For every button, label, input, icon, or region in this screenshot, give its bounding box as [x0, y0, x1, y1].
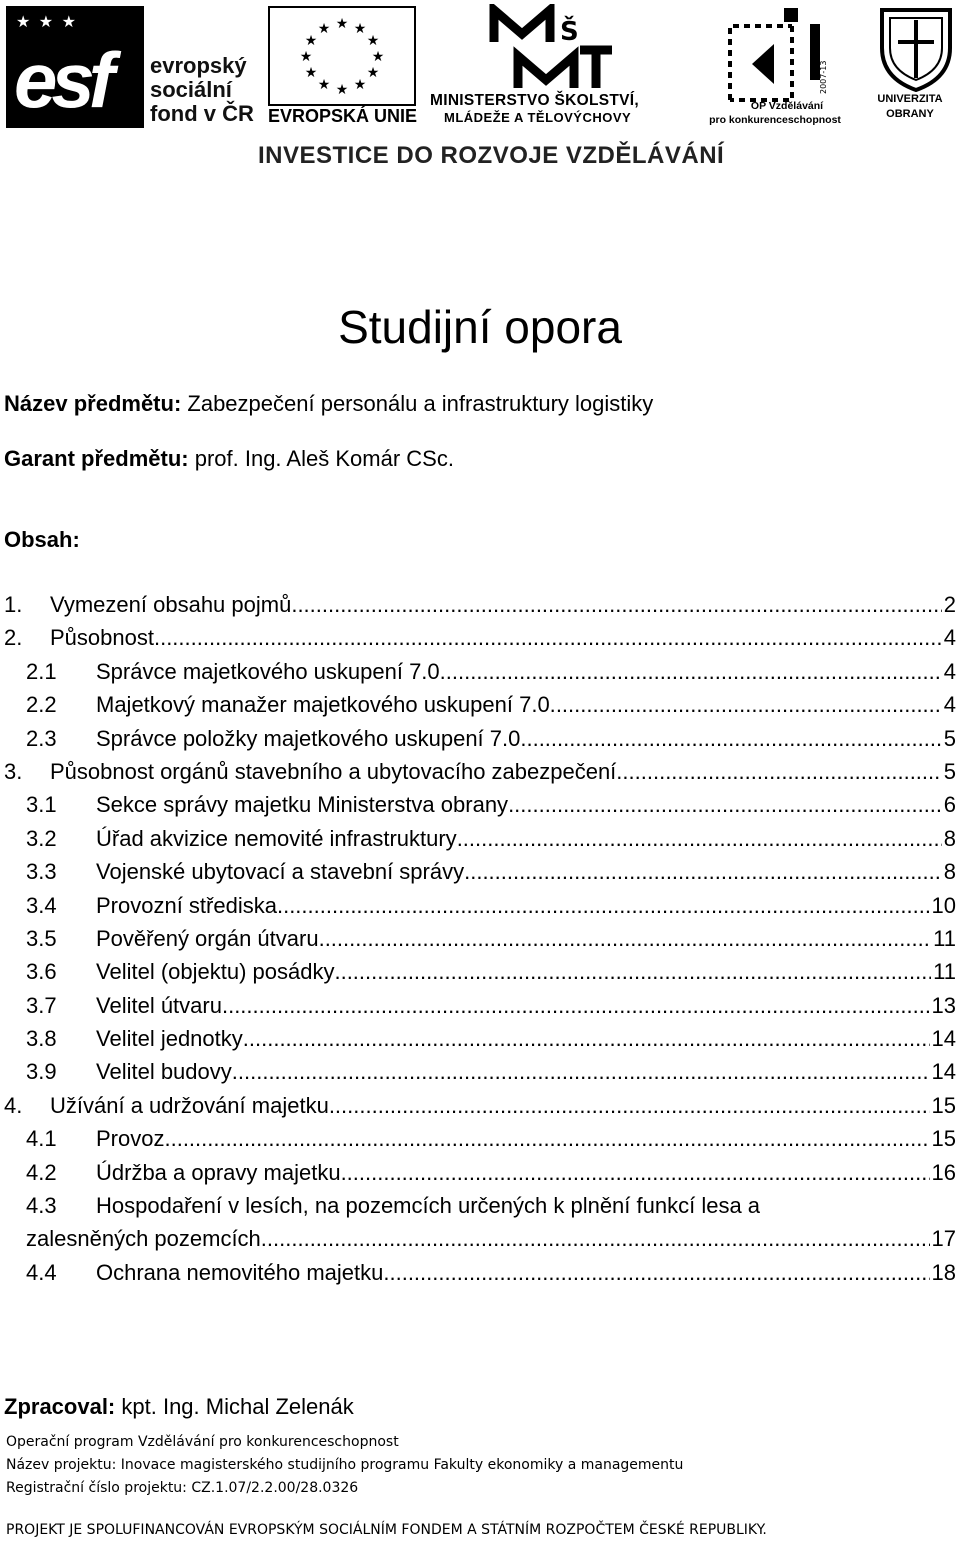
- toc-item-number: 4.2: [26, 1159, 57, 1185]
- project-name-line: Název projektu: Inovace magisterského studijního programu Fakulty ekonomiky a managementu: [6, 1457, 684, 1473]
- toc-leader-dots: [243, 1022, 930, 1055]
- uo-emblem-icon: [876, 4, 956, 92]
- svg-text:★: ★: [366, 33, 380, 49]
- toc-item-label: Vojenské ubytovací a stavební správy: [96, 859, 465, 885]
- funding-footer: PROJEKT JE SPOLUFINANCOVÁN EVROPSKÝM SOCIÁLNÍM FONDEM A STÁTNÍM ROZPOČTEM ČESKÉ REPUBLIKY.: [6, 1522, 767, 1538]
- guarantor-value: prof. Ing. Aleš Komár CSc.: [188, 446, 454, 471]
- uo-line-1: UNIVERZITA: [877, 93, 943, 105]
- toc-leader-dots: [232, 1055, 930, 1088]
- toc-item-number: 1.: [4, 592, 23, 617]
- program-line: Operační program Vzdělávání pro konkurenceschopnost: [6, 1434, 399, 1450]
- toc-item[interactable]: [4, 922, 956, 955]
- msmt-logo-icon: [488, 4, 614, 90]
- toc-item-label: Správce položky majetkového uskupení 7.0: [96, 725, 521, 751]
- table-of-contents: [4, 588, 956, 1289]
- toc-leader-dots: [446, 655, 942, 688]
- esf-stars-icon: ★ ★ ★: [16, 14, 78, 31]
- toc-item[interactable]: [4, 1156, 956, 1189]
- toc-item-number: 2.2: [26, 692, 57, 718]
- toc-item-page: 6: [943, 792, 956, 818]
- toc-item[interactable]: [4, 855, 956, 888]
- toc-item-page: 4: [943, 692, 956, 718]
- op-line-2: pro konkurenceschopnost: [709, 114, 841, 126]
- esf-letters-icon: esf: [14, 36, 109, 124]
- toc-item-label: Velitel (objektu) posádky: [96, 959, 335, 985]
- toc-item-continuation[interactable]: [4, 1222, 956, 1255]
- toc-item-label: Provoz: [96, 1126, 165, 1152]
- toc-item-page: 10: [931, 892, 956, 918]
- toc-item-page: 16: [931, 1159, 956, 1185]
- toc-item-page: 11: [933, 925, 956, 951]
- toc-item[interactable]: [4, 1022, 956, 1055]
- logo-banner: [0, 0, 960, 185]
- svg-text:★: ★: [335, 82, 349, 98]
- toc-item-page: 11: [933, 959, 956, 985]
- svg-text:★: ★: [317, 77, 331, 93]
- toc-item-label: Velitel útvaru: [96, 992, 222, 1018]
- toc-item-page: 8: [943, 859, 956, 885]
- toc-item[interactable]: [4, 655, 956, 688]
- op-logo-icon: [722, 4, 840, 106]
- svg-text:2007-13: 2007-13: [819, 60, 828, 94]
- toc-item-page: 13: [931, 992, 956, 1018]
- esf-logo: [6, 6, 144, 128]
- eu-label: EVROPSKÁ UNIE: [268, 106, 418, 126]
- svg-text:★: ★: [304, 33, 318, 49]
- toc-item-label: Působnost orgánů stavebního a ubytovacího zabezpečení: [50, 758, 617, 784]
- toc-item-number: 3.: [4, 758, 23, 784]
- toc-item[interactable]: [4, 955, 956, 988]
- toc-item-label: Užívání a udržování majetku: [50, 1092, 329, 1118]
- guarantor-line: [4, 446, 454, 472]
- toc-leader-dots: [457, 822, 942, 855]
- toc-item-page: 14: [931, 1026, 956, 1052]
- course-line: [4, 391, 653, 417]
- toc-leader-dots: [222, 989, 930, 1022]
- toc-leader-dots: [508, 788, 942, 821]
- toc-item-number: 2.: [4, 625, 23, 651]
- svg-text:★: ★: [299, 49, 313, 65]
- toc-item-page: 8: [943, 825, 956, 851]
- toc-item-label: Správce majetkového uskupení 7.0.: [96, 658, 446, 684]
- course-value: Zabezpečení personálu a infrastruktury logistiky: [181, 391, 654, 416]
- toc-item-number: 4.1: [26, 1126, 57, 1152]
- toc-item-number: 3.2: [26, 825, 57, 851]
- msmt-line-2: MLÁDEŽE A TĚLOVÝCHOVY: [444, 110, 632, 125]
- svg-text:★: ★: [353, 77, 367, 93]
- toc-item-number: 2.3: [26, 725, 57, 751]
- toc-leader-dots: [556, 688, 942, 721]
- toc-item-label-cont: zalesněných pozemcích: [26, 1226, 261, 1252]
- toc-item-label: Sekce správy majetku Ministerstva obrany: [96, 792, 509, 818]
- esf-line-2: sociální: [150, 77, 232, 102]
- toc-item-label: Majetkový manažer majetkového uskupení 7.0.: [96, 692, 556, 718]
- msmt-line-1: MINISTERSTVO ŠKOLSTVÍ,: [430, 92, 639, 109]
- svg-text:★: ★: [335, 16, 349, 32]
- uo-line-2: OBRANY: [886, 108, 934, 120]
- toc-item-label: Velitel jednotky: [96, 1026, 243, 1052]
- toc-item-label: Ochrana nemovitého majetku: [96, 1259, 384, 1285]
- toc-item[interactable]: [4, 989, 956, 1022]
- toc-item[interactable]: [4, 1055, 956, 1088]
- toc-item-label: Údržba a opravy majetku: [96, 1159, 341, 1185]
- toc-item-page: 15: [931, 1126, 956, 1152]
- invest-slogan: INVESTICE DO ROZVOJE VZDĚLÁVÁNÍ: [258, 142, 725, 169]
- course-label: Název předmětu:: [4, 391, 182, 416]
- esf-line-3: fond v ČR: [150, 101, 254, 126]
- toc-item-label: Vymezení obsahu pojmů: [50, 592, 292, 617]
- toc-leader-dots: [277, 889, 930, 922]
- toc-item-number: 4.3: [26, 1193, 57, 1219]
- toc-item[interactable]: [4, 822, 956, 855]
- toc-item-number: 3.4: [26, 892, 57, 918]
- eu-flag-icon: [268, 6, 416, 106]
- toc-leader-dots: [319, 922, 932, 955]
- toc-item-number: 3.5: [26, 925, 57, 951]
- toc-leader-dots: [329, 1089, 930, 1122]
- guarantor-label: Garant předmětu:: [4, 446, 189, 471]
- toc-item-page: 4: [943, 658, 956, 684]
- svg-text:★: ★: [304, 65, 318, 81]
- toc-item-number: 3.1: [26, 792, 57, 818]
- toc-item-label: Působnost: [50, 625, 154, 651]
- author-value: kpt. Ing. Michal Zelenák: [115, 1394, 354, 1419]
- toc-leader-dots: [261, 1222, 930, 1255]
- page-title: Studijní opora: [338, 301, 622, 353]
- toc-item-number: 4.4: [26, 1259, 57, 1285]
- toc-item-label: Pověřený orgán útvaru: [96, 925, 319, 951]
- toc-item[interactable]: [4, 1122, 956, 1155]
- toc-item-page: 17: [931, 1226, 956, 1252]
- toc-leader-dots: [164, 1122, 929, 1155]
- svg-text:Š: Š: [560, 17, 579, 47]
- toc-leader-dots: [291, 588, 941, 621]
- toc-leader-dots: [334, 955, 931, 988]
- op-line-1: OP Vzdělávání: [750, 100, 824, 112]
- author-line: [4, 1394, 354, 1420]
- toc-item[interactable]: [4, 1089, 956, 1122]
- toc-item-page: 14: [931, 1059, 956, 1085]
- toc-leader-dots: [464, 855, 942, 888]
- toc-item-page: 5: [943, 725, 956, 751]
- toc-item[interactable]: [4, 688, 956, 721]
- toc-item-number: 3.6: [26, 959, 57, 985]
- svg-text:★: ★: [317, 21, 331, 37]
- esf-logo-text: [150, 54, 254, 126]
- toc-item[interactable]: [4, 755, 956, 788]
- toc-item-label: Úřad akvizice nemovité infrastruktury: [96, 825, 457, 851]
- toc-item-number: 3.7: [26, 992, 57, 1018]
- toc-item-page: 4: [943, 625, 956, 651]
- toc-item-label: Hospodaření v lesích, na pozemcích určených k plnění funkcí lesa a: [96, 1193, 761, 1219]
- toc-leader-dots: [616, 755, 941, 788]
- toc-item-label: Provozní střediska: [96, 892, 277, 918]
- toc-item-number: 3.3: [26, 859, 57, 885]
- esf-line-1: evropský: [150, 53, 247, 78]
- toc-item-page: 18: [931, 1259, 956, 1285]
- toc-item-number: 2.1: [26, 658, 57, 684]
- toc-heading: Obsah:: [4, 527, 80, 552]
- svg-text:★: ★: [371, 49, 385, 65]
- toc-item[interactable]: [4, 722, 956, 755]
- toc-item[interactable]: [4, 621, 956, 654]
- toc-item[interactable]: [4, 1256, 956, 1289]
- toc-item-number: 4.: [4, 1092, 23, 1118]
- svg-text:★: ★: [353, 21, 367, 37]
- toc-leader-dots: [520, 722, 941, 755]
- toc-leader-dots: [341, 1156, 930, 1189]
- toc-item-number: 3.8: [26, 1026, 57, 1052]
- toc-item-number: 3.9: [26, 1059, 57, 1085]
- svg-text:★: ★: [366, 65, 380, 81]
- toc-item[interactable]: [4, 588, 956, 621]
- toc-item-page: 15: [931, 1092, 956, 1118]
- toc-item[interactable]: [4, 1189, 956, 1222]
- toc-item-page: 2: [943, 592, 956, 617]
- author-label: Zpracoval:: [4, 1394, 116, 1419]
- toc-leader-dots: [154, 621, 942, 654]
- toc-item[interactable]: [4, 788, 956, 821]
- toc-item-page: 5: [943, 758, 956, 784]
- toc-item[interactable]: [4, 889, 956, 922]
- toc-leader-dots: [383, 1256, 929, 1289]
- toc-item-label: Velitel budovy: [96, 1059, 232, 1085]
- project-number-line: Registrační číslo projektu: CZ.1.07/2.2.00/28.0326: [6, 1480, 359, 1496]
